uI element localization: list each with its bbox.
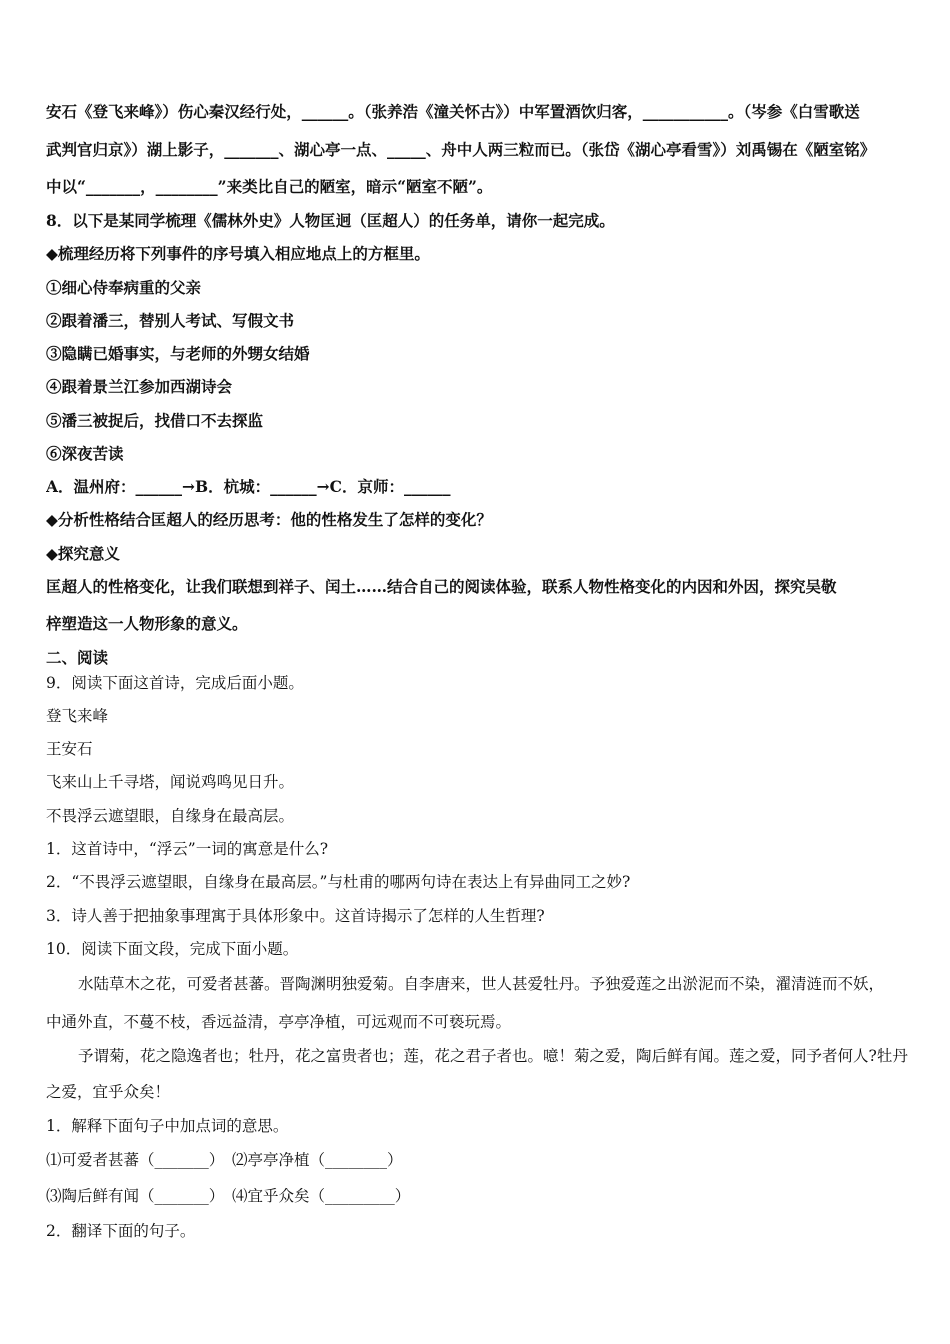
- q8-task-3-text-1: 匡超人的性格变化，让我们联想到祥子、闰土……结合自己的阅读体验，联系人物性格变化的内因和外因，探究吴敬: [46, 577, 837, 596]
- q8-event-5: ⑤潘三被捉后，找借口不去探监: [46, 411, 264, 430]
- poem-fill-line-3: 中以“_______，________”来类比自己的陋室，暗示“陋室不陋”。: [46, 177, 493, 196]
- q8-event-2: ②跟着潘三，替别人考试、写假文书: [46, 311, 295, 330]
- q10-sub-1-row-2: ⑶陶后鲜有闻（_______） ⑷宜乎众矣（_________）: [46, 1187, 411, 1205]
- question-10-title: 10．阅读下面文段，完成下面小题。: [46, 940, 299, 958]
- passage-para-2-line-1: 予谓菊，花之隐逸者也；牡丹，花之富贵者也；莲，花之君子者也。噫！菊之爱，陶后鲜有闻。莲之爱，同予者何人?牡丹: [78, 1047, 908, 1065]
- poem-line-2: 不畏浮云遮望眼，自缘身在最高层。: [46, 807, 295, 825]
- q9-sub-2: 2．“不畏浮云遮望眼，自缘身在最高层。”与杜甫的哪两句诗在表达上有异曲同工之妙?: [46, 873, 631, 891]
- passage-para-1-line-2: 中通外直，不蔓不枝，香远益清，亭亭净植，可远观而不可亵玩焉。: [46, 1013, 512, 1031]
- q8-event-6: ⑥深夜苦读: [46, 444, 124, 463]
- q9-sub-3: 3．诗人善于把抽象事理寓于具体形象中。这首诗揭示了怎样的人生哲理?: [46, 907, 545, 925]
- passage-para-1-line-1: 水陆草木之花，可爱者甚蕃。晋陶渊明独爱菊。自李唐来，世人甚爱牡丹。予独爱莲之出淤泥而不染，濯清涟而不妖，: [78, 975, 885, 993]
- q8-places: A．温州府：______→B．杭城：______→C．京师：______: [46, 477, 451, 496]
- poem-fill-line-1: 安石《登飞来峰》）伤心秦汉经行处，______。（张养浩《潼关怀古》）中军置酒饮归客，___________。（岑参《白雪歌送: [46, 102, 860, 121]
- q10-sub-1: 1．解释下面句子中加点词的意思。: [46, 1117, 289, 1135]
- q8-task-3: ◆探究意义: [46, 544, 120, 563]
- q8-event-3: ③隐瞒已婚事实，与老师的外甥女结婚: [46, 344, 310, 363]
- poem-fill-line-2: 武判官归京》）湖上影子，_______、湖心亭一点、_____、舟中人两三粒而已。（张岱《湖心亭看雪》）刘禹锡在《陋室铭》: [46, 140, 876, 159]
- q8-event-4: ④跟着景兰江参加西湖诗会: [46, 377, 233, 396]
- q8-task-1: ◆梳理经历将下列事件的序号填入相应地点上的方框里。: [46, 244, 430, 263]
- q8-event-1: ①细心侍奉病重的父亲: [46, 278, 202, 297]
- q8-task-3-text-2: 梓塑造这一人物形象的意义。: [46, 614, 248, 633]
- q8-task-2: ◆分析性格结合匡超人的经历思考：他的性格发生了怎样的变化？: [46, 510, 492, 529]
- question-9-title: 9．阅读下面这首诗，完成后面小题。: [46, 674, 304, 692]
- passage-para-2-line-2: 之爱，宜乎众矣！: [46, 1083, 171, 1101]
- poem-author: 王安石: [46, 740, 93, 758]
- question-8-title: 8．以下是某同学梳理《儒林外史》人物匡迥（匡超人）的任务单，请你一起完成。: [46, 211, 615, 230]
- q10-sub-2: 2．翻译下面的句子。: [46, 1222, 196, 1240]
- section-2-heading: 二、阅读: [46, 648, 109, 667]
- poem-line-1: 飞来山上千寻塔，闻说鸡鸣见日升。: [46, 773, 295, 791]
- poem-title: 登飞来峰: [46, 707, 109, 725]
- q10-sub-1-row-1: ⑴可爱者甚蕃（_______） ⑵亭亭净植（________）: [46, 1151, 403, 1169]
- q9-sub-1: 1．这首诗中，“浮云”一词的寓意是什么?: [46, 840, 329, 858]
